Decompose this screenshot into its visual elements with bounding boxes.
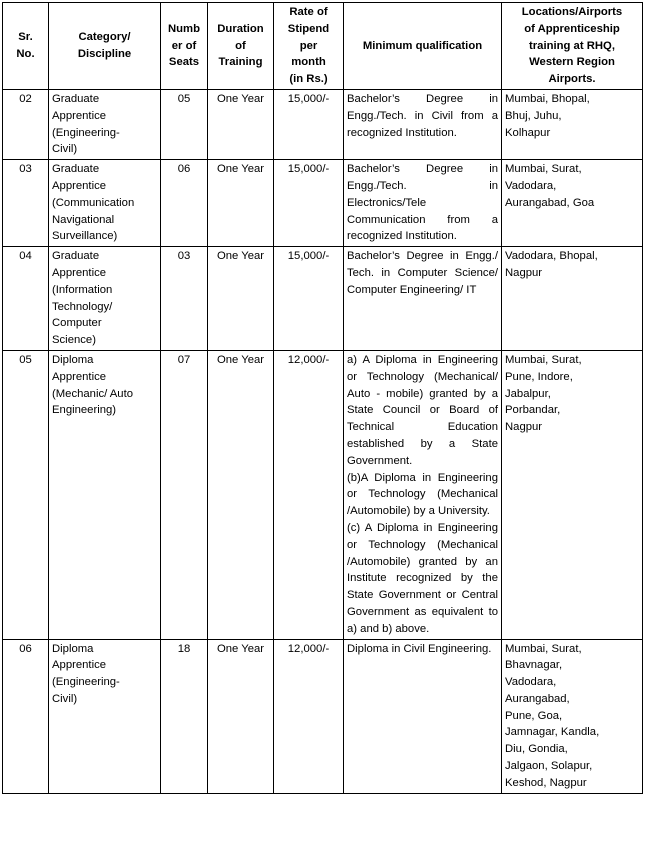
qualification-cell <box>344 639 502 793</box>
table-row <box>3 160 643 247</box>
table-row <box>3 350 643 639</box>
sr-no-cell: 06 <box>3 639 49 793</box>
seats-cell: 05 <box>161 90 208 160</box>
category-cell: Graduate Apprentice (Communication Navigational Surveillance) <box>49 160 161 247</box>
table-body <box>3 90 643 794</box>
locations-cell: Mumbai, Surat, Bhavnagar, Vadodara, Aurangabad, Pune, Goa, Jamnagar, Kandla, Diu, Gondia, Jalgaon, Solapur, Keshod, Nagpur <box>502 639 643 793</box>
header-seats: Numb er of Seats <box>161 3 208 90</box>
apprenticeship-table <box>2 2 643 794</box>
duration-cell: One Year <box>208 639 274 793</box>
qualification-paragraph: Bachelor’s Degree in Engg./ Tech. in Computer Science/ Computer Engineering/ IT <box>347 250 498 296</box>
table-row <box>3 90 643 160</box>
seats-cell: 03 <box>161 247 208 351</box>
header-category: Category/ Discipline <box>49 3 161 90</box>
stipend-cell: 15,000/- <box>274 247 344 351</box>
header-stipend: Rate of Stipend per month (in Rs.) <box>274 3 344 90</box>
qualification-paragraph: (b)A Diploma in Engineering or Technology (Mechanical /Automobile) by a University. <box>347 471 498 518</box>
duration-cell: One Year <box>208 247 274 351</box>
table-row <box>3 247 643 351</box>
qualification-paragraph: Bachelor’s Degree in Engg./Tech. in Electronics/Tele Communication from a recognized Institution. <box>347 163 498 243</box>
stipend-cell: 15,000/- <box>274 160 344 247</box>
duration-cell: One Year <box>208 350 274 639</box>
header-sr-no: Sr. No. <box>3 3 49 90</box>
qualification-cell <box>344 247 502 351</box>
category-cell: Graduate Apprentice (Engineering- Civil) <box>49 90 161 160</box>
locations-cell: Mumbai, Bhopal, Bhuj, Juhu, Kolhapur <box>502 90 643 160</box>
stipend-cell: 15,000/- <box>274 90 344 160</box>
sr-no-cell: 02 <box>3 90 49 160</box>
seats-cell: 06 <box>161 160 208 247</box>
stipend-cell: 12,000/- <box>274 639 344 793</box>
qualification-paragraph: a) A Diploma in Engineering or Technology (Mechanical/ Auto - mobile) granted by a State Council or Board of Technical Education established by a State Government. <box>347 353 498 467</box>
locations-cell: Mumbai, Surat, Pune, Indore, Jabalpur, Porbandar, Nagpur <box>502 350 643 639</box>
category-cell: Diploma Apprentice (Mechanic/ Auto Engineering) <box>49 350 161 639</box>
qualification-paragraph: (c) A Diploma in Engineering or Technology (Mechanical /Automobile) granted by an Institute recognized by the State Government or Central Government as equivalent to a) and b) above. <box>347 521 498 635</box>
seats-cell: 18 <box>161 639 208 793</box>
locations-cell: Vadodara, Bhopal, Nagpur <box>502 247 643 351</box>
sr-no-cell: 05 <box>3 350 49 639</box>
qualification-paragraph: Diploma in Civil Engineering. <box>347 642 492 655</box>
duration-cell: One Year <box>208 160 274 247</box>
sr-no-cell: 03 <box>3 160 49 247</box>
sr-no-cell: 04 <box>3 247 49 351</box>
qualification-cell <box>344 160 502 247</box>
locations-cell: Mumbai, Surat, Vadodara, Aurangabad, Goa <box>502 160 643 247</box>
header-qualification: Minimum qualification <box>344 3 502 90</box>
table-row <box>3 639 643 793</box>
category-cell: Diploma Apprentice (Engineering- Civil) <box>49 639 161 793</box>
header-locations: Locations/Airports of Apprenticeship training at RHQ, Western Region Airports. <box>502 3 643 90</box>
qualification-cell <box>344 350 502 639</box>
seats-cell: 07 <box>161 350 208 639</box>
duration-cell: One Year <box>208 90 274 160</box>
qualification-paragraph: Bachelor’s Degree in Engg./Tech. in Civil from a recognized Institution. <box>347 93 498 139</box>
category-cell: Graduate Apprentice (Information Technology/ Computer Science) <box>49 247 161 351</box>
header-duration: Duration of Training <box>208 3 274 90</box>
header-row <box>3 3 643 90</box>
qualification-cell <box>344 90 502 160</box>
stipend-cell: 12,000/- <box>274 350 344 639</box>
